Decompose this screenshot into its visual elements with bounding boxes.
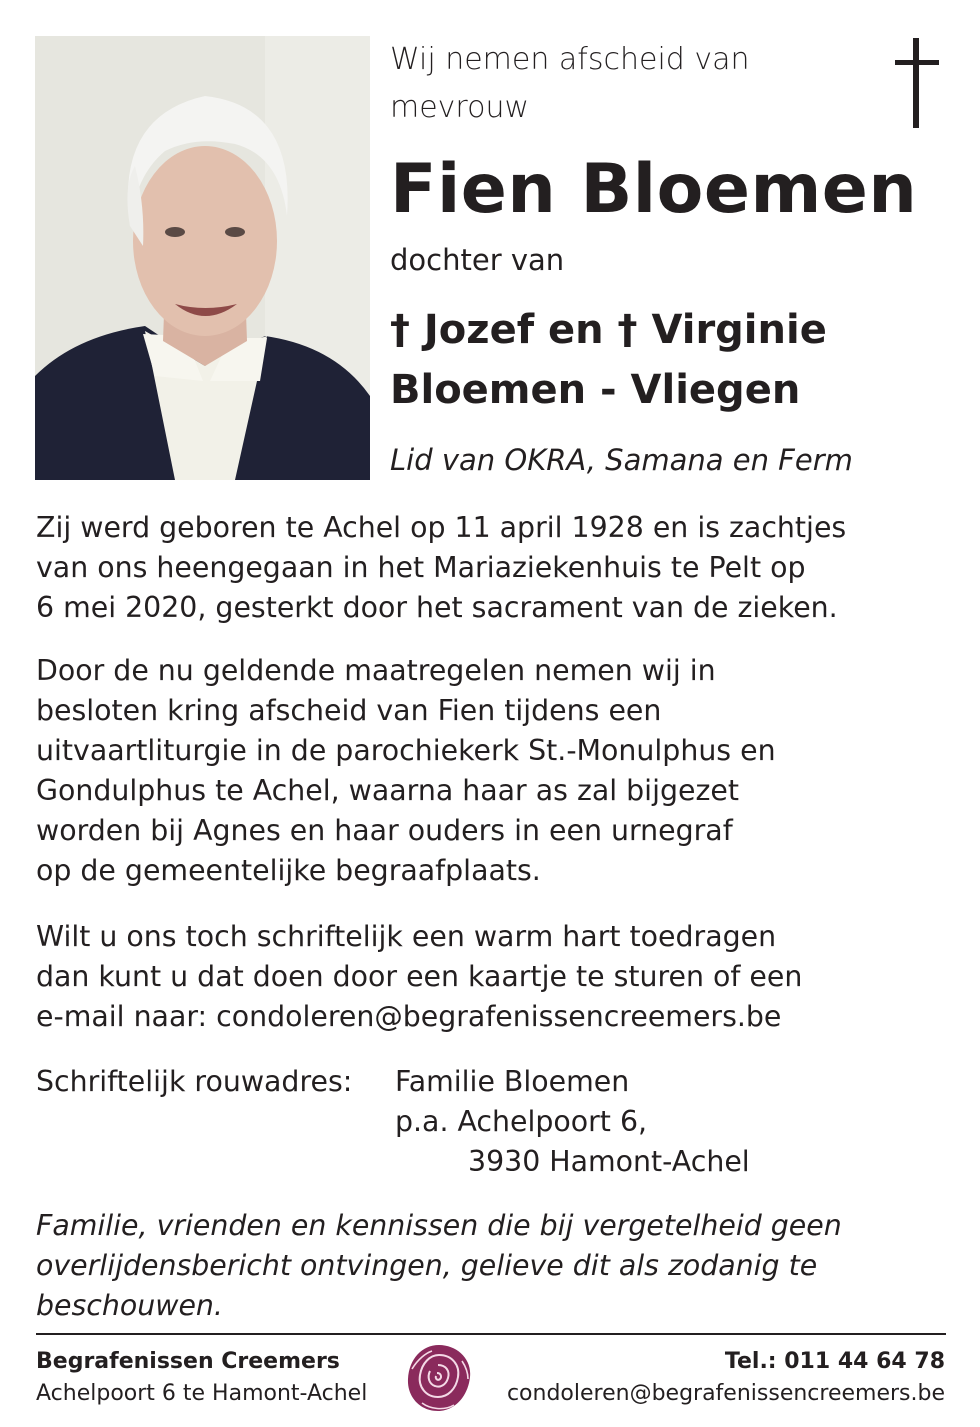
mourning-address <box>395 1062 750 1182</box>
intro-line-1: Wij nemen afscheid van <box>390 42 750 77</box>
company-name: Begrafenissen Creemers <box>36 1349 340 1374</box>
birth-death-paragraph: Zij werd geboren te Achel op 11 april 1928 en is zachtjes van ons heengegaan in het Mariaziekenhuis te Pelt op 6 mei 2020, gesterkt door het sacrament van de zieken. <box>36 511 847 624</box>
deceased-name: Fien Bloemen <box>390 150 918 229</box>
mourning-address-label: Schriftelijk rouwadres: <box>36 1065 353 1098</box>
intro-text <box>390 36 870 132</box>
rose-logo-icon <box>402 1341 476 1415</box>
contact-email[interactable]: condoleren@begrafenissencreemers.be <box>506 1381 945 1406</box>
parents-names <box>390 300 827 420</box>
company-address: Achelpoort 6 te Hamont-Achel <box>36 1381 368 1406</box>
membership-text: Lid van OKRA, Samana en Ferm <box>390 443 853 477</box>
parents-line-1: † Jozef en † Virginie <box>390 307 827 353</box>
address-line-2: p.a. Achelpoort 6, <box>395 1105 648 1138</box>
funeral-paragraph: Door de nu geldende maatregelen nemen wij in besloten kring afscheid van Fien tijdens een uitvaartliturgie in de parochiekerk St.-Monulphus en Gondulphus te Achel, waarna haar as zal bijgezet worden bij Agnes en haar ouders in een urnegraf op de gemeentelijke begraafplaats. <box>36 654 776 887</box>
footer-company-block <box>36 1346 367 1410</box>
footer-divider <box>36 1333 946 1335</box>
footer-contact-block <box>507 1346 945 1410</box>
portrait-photo <box>35 36 370 480</box>
address-line-1: Familie Bloemen <box>395 1065 630 1098</box>
cross-icon <box>895 38 939 128</box>
parents-line-2: Bloemen - Vliegen <box>390 367 801 413</box>
phone-number: Tel.: 011 44 64 78 <box>724 1349 945 1374</box>
condolence-paragraph: Wilt u ons toch schriftelijk een warm hart toedragen dan kunt u dat doen door een kaartje te sturen of een e-mail naar: condoleren@begrafenissencreemers.be <box>36 920 803 1033</box>
portrait-illustration <box>35 36 370 480</box>
intro-line-2: mevrouw <box>390 90 530 125</box>
closing-note: Familie, vrienden en kennissen die bij vergetelheid geen overlijdensbericht ontvingen, gelieve dit als zodanig te beschouwen. <box>36 1209 842 1322</box>
address-line-3: 3930 Hamont-Achel <box>468 1145 750 1178</box>
daughter-of-label: dochter van <box>390 243 565 277</box>
